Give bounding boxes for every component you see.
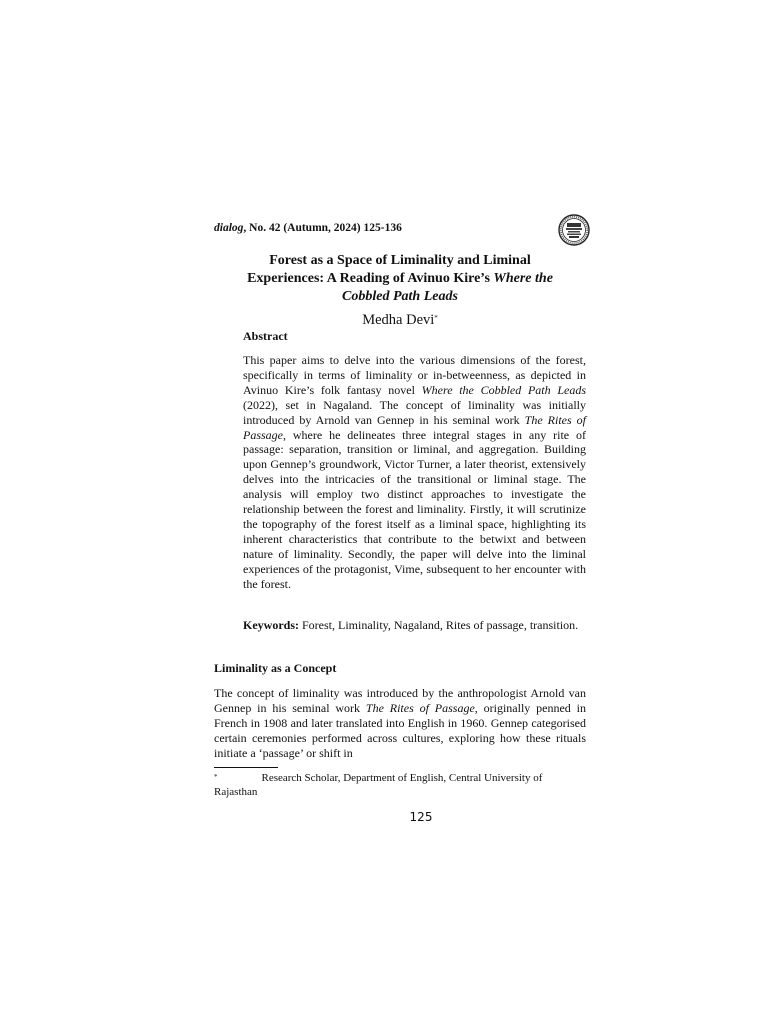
keywords-text: Forest, Liminality, Nagaland, Rites of passage, transition.	[299, 618, 579, 632]
abstract-text	[243, 353, 586, 592]
footnote-text: Research Scholar, Department of English, Central University of Rajasthan	[214, 772, 543, 798]
author-name-text: Medha Devi	[362, 312, 435, 328]
footnote-mark: *	[214, 773, 218, 781]
journal-seal-icon	[558, 214, 590, 246]
body-part-1: The concept of liminality was introduced by the anthropologist Arnold van Gennep in his seminal work	[214, 686, 586, 715]
footnote	[214, 771, 586, 799]
journal-name: dialog	[214, 222, 244, 234]
issue-info: , No. 42 (Autumn, 2024) 125-136	[243, 222, 402, 234]
paper-title	[214, 252, 586, 306]
body-paragraph	[214, 686, 586, 761]
title-line-3-italic: Cobbled Path Leads	[342, 289, 458, 304]
abstract-part-3: , where he delineates three integral stages in any rite of passage: separation, transition or liminal, and aggregation. Building upon Gennep’s groundwork, Victor Turner, a later theorist, extensively delves into the intricacies of the transitional or liminal stage. The analysis will employ two distinct approaches to investigate the relationship between the forest and liminality. Firstly, it will scrutinize the topography of the forest itself as a liminal space, highlighting its inherent characteristics that contribute to the betwixt and between nature of liminality. Secondly, the paper will delve into the liminal experiences of the protagonist, Vime, subsequent to her encounter with the forest.	[243, 427, 586, 591]
body-part-2: , originally penned in French in 1908 and later translated into English in 1960. Gennep categorised certain ceremonies performed across cultures, exploring how these rituals initiate a ‘passage’ or shift in	[214, 700, 586, 760]
title-line-1: Forest as a Space of Liminality and Liminal	[269, 253, 531, 268]
keywords-label: Keywords:	[243, 618, 299, 632]
title-line-2-italic: Where the	[493, 271, 553, 286]
abstract-heading: Abstract	[243, 329, 288, 343]
title-line-2-prefix: Experiences: A Reading of Avinuo Kire’s	[247, 271, 494, 286]
abstract-part-2: (2022), set in Nagaland. The concept of liminality was initially introduced by Arnold van Gennep in his seminal work	[243, 397, 586, 427]
section-heading: Liminality as a Concept	[214, 661, 337, 675]
abstract-novel-title: Where the Cobbled Path Leads	[421, 382, 587, 397]
paper-page	[214, 0, 586, 1024]
body-work-title: The Rites of Passage	[365, 700, 475, 715]
author-name	[214, 311, 586, 329]
abstract-work-title: The Rites of Passage	[243, 412, 587, 442]
page-number: 125	[409, 810, 433, 824]
abstract-part-1: This paper aims to delve into the various dimensions of the forest, specifically in terms of liminality or in-betweenness, as depicted in Avinuo Kire’s folk fantasy novel	[243, 353, 586, 397]
keywords	[243, 618, 586, 633]
journal-citation	[214, 221, 586, 236]
author-footnote-mark: *	[434, 314, 438, 322]
footnote-divider	[214, 767, 278, 768]
